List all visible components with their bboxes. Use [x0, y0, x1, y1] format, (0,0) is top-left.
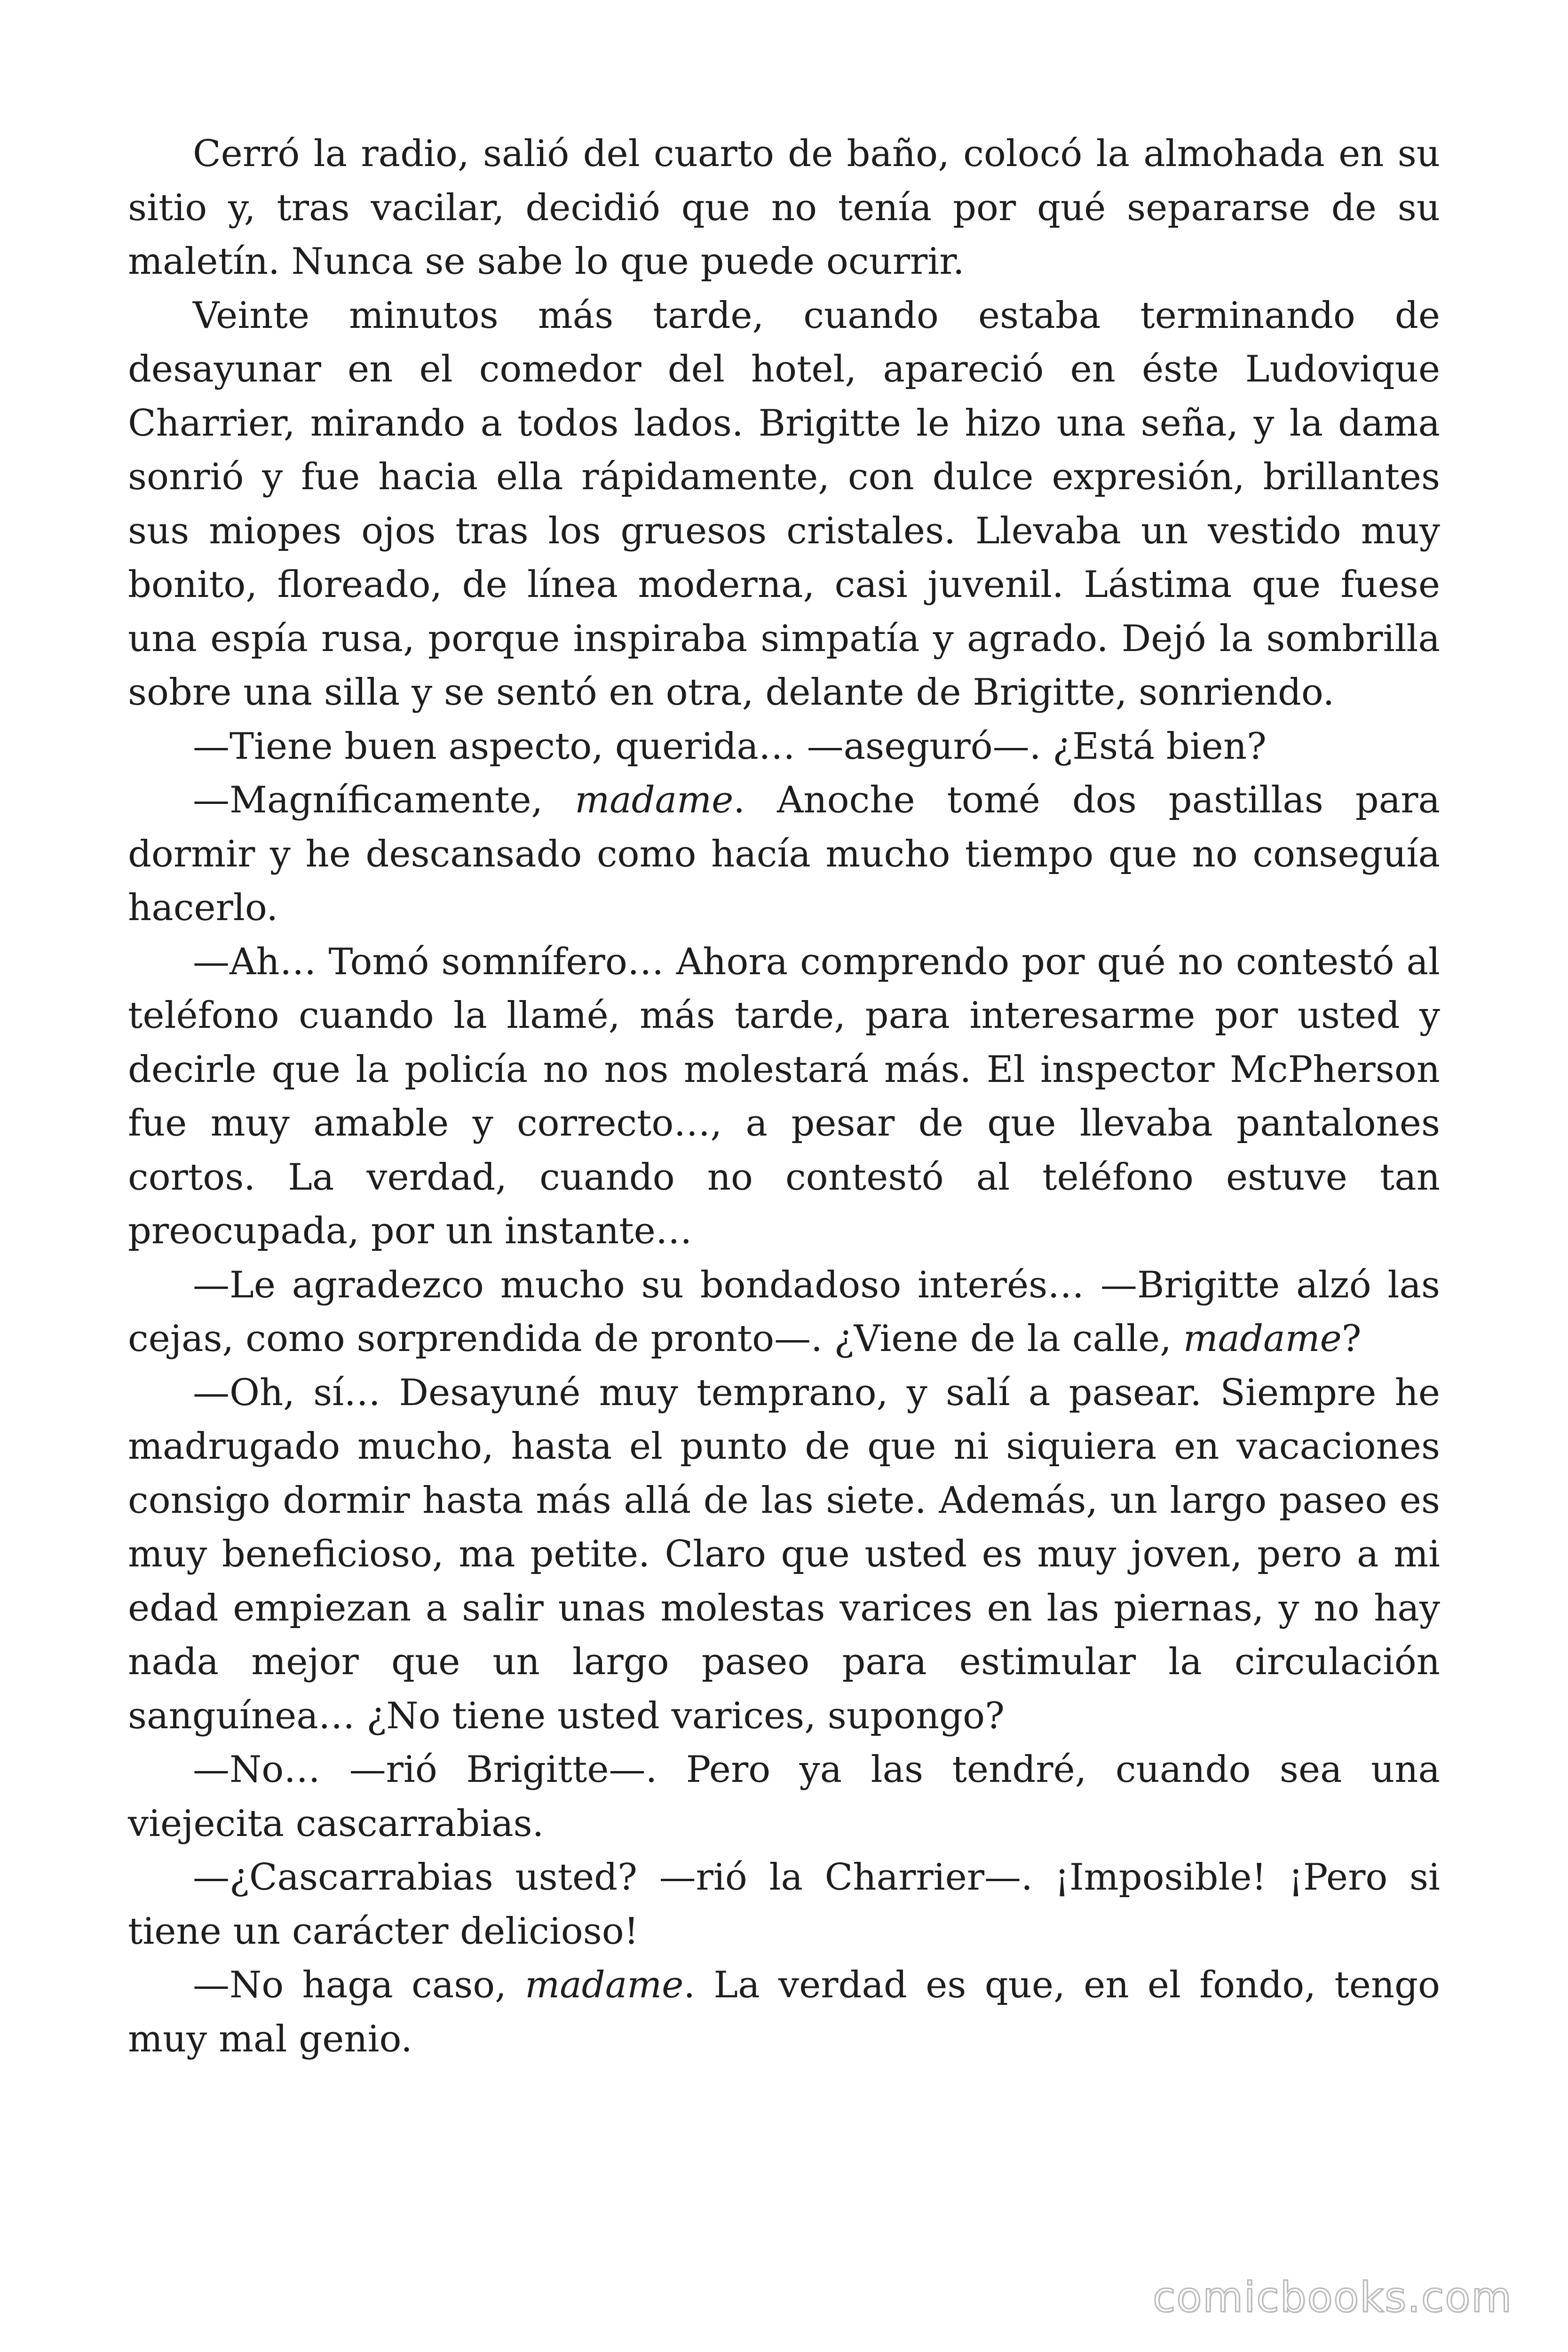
paragraph-text: . La verdad es que, en el fondo, tengo muy mal genio. [128, 1964, 1440, 2060]
dialogue-paragraph [128, 773, 1440, 935]
paragraph-text: Cerró la radio, salió del cuarto de baño, colocó la almohada en su sitio y, tras vacilar, decidió que no tenía por qué separarse de su maletín. Nunca se sabe lo que puede ocurrir. [128, 133, 1440, 283]
watermark: comicbooks.com [1152, 2273, 1513, 2321]
dialogue-paragraph [128, 935, 1440, 1258]
paragraph-text: —¿Cascarrabias usted? —rió la Charrier—. ¡Imposible! ¡Pero si tiene un carácter delicioso! [128, 1856, 1440, 1953]
italic-text: madame [575, 779, 734, 821]
paragraph-text: —No… —rió Brigitte—. Pero ya las tendré, cuando sea una viejecita cascarrabias. [128, 1748, 1440, 1845]
paragraph-text: —Oh, sí… Desayuné muy temprano, y salí a pasear. Siempre he madrugado mucho, hasta el punto de que ni siquiera en vacaciones consigo dormir hasta más allá de las siete. Además, un largo paseo es muy beneficioso, ma petite. Claro que usted es muy joven, pero a mi edad empiezan a salir unas molestas varices en las piernas, y no hay nada mejor que un largo paseo para estimular la circulación sanguínea… ¿No tiene usted varices, supongo? [128, 1371, 1440, 1737]
paragraph-text: —Ah… Tomó somnífero… Ahora comprendo por qué no contestó al teléfono cuando la llamé, más tarde, para interesarme por usted y decirle que la policía no nos molestará más. El inspector McPherson fue muy amable y correcto…, a pesar de que llevaba pantalones cortos. La verdad, cuando no contestó al teléfono estuve tan preocupada, por un instante… [128, 940, 1440, 1252]
paragraph-text: . Anoche tomé dos pastillas para dormir y he descansado como hacía mucho tiempo que no conseguía hacerlo. [128, 779, 1440, 929]
paragraph-text: —Le agradezco mucho su bondadoso interés… —Brigitte alzó las cejas, como sorprendida de pronto—. ¿Viene de la calle, [128, 1263, 1440, 1360]
dialogue-paragraph [128, 1366, 1440, 1743]
dialogue-paragraph [128, 1851, 1440, 1958]
paragraph-text: ? [1341, 1318, 1362, 1360]
paragraph-text: —Magníficamente, [193, 779, 575, 821]
italic-text: madame [525, 1964, 684, 2006]
dialogue-paragraph [128, 1743, 1440, 1851]
paragraph-text: —No haga caso, [193, 1964, 525, 2006]
italic-text: madame [1183, 1318, 1342, 1360]
dialogue-paragraph [128, 720, 1440, 774]
dialogue-paragraph [128, 1958, 1440, 2066]
paragraph-text: Veinte minutos más tarde, cuando estaba terminando de desayunar en el comedor del hotel, apareció en éste Ludovique Charrier, mirando a todos lados. Brigitte le hizo una seña, y la dama sonrió y fue hacia ella rápidamente, con dulce expresión, brillantes sus miopes ojos tras los gruesos cristales. Llevaba un vestido muy bonito, floreado, de línea moderna, casi juvenil. Lástima que fuese una espía rusa, porque inspiraba simpatía y agrado. Dejó la sombrilla sobre una silla y se sentó en otra, delante de Brigitte, sonriendo. [128, 294, 1440, 714]
paragraph [128, 289, 1440, 720]
dialogue-paragraph [128, 1258, 1440, 1366]
paragraph-text: —Tiene buen aspecto, querida… —aseguró—. ¿Está bien? [193, 725, 1267, 768]
paragraph [128, 127, 1440, 289]
page-body [128, 127, 1440, 2066]
